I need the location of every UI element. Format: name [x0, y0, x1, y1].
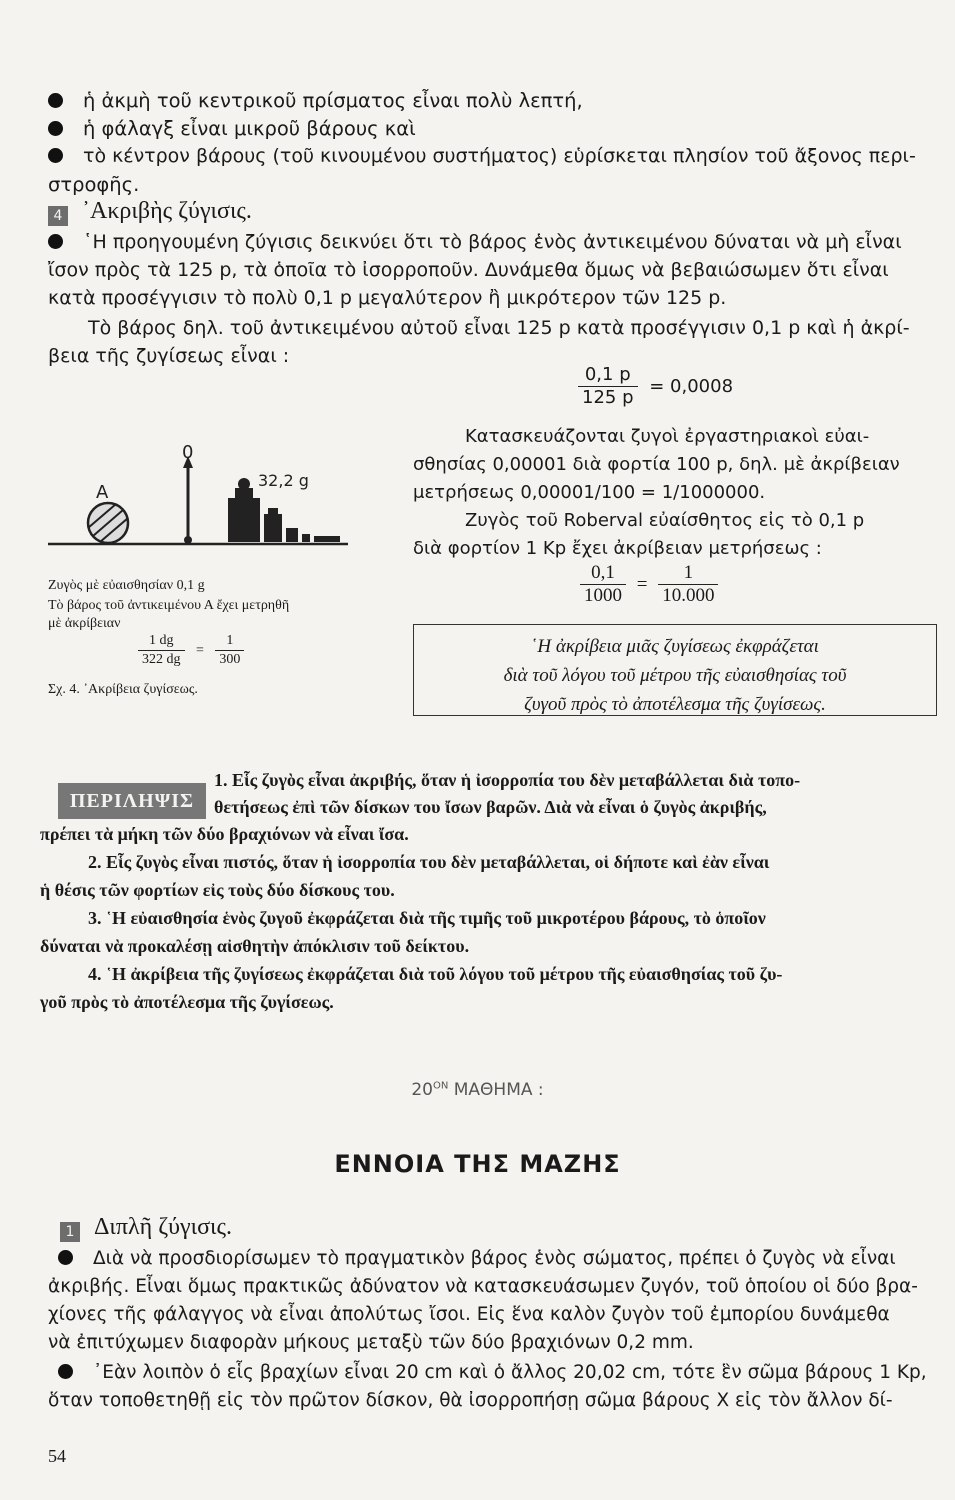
bullet-icon [58, 1250, 73, 1265]
bullet-icon [48, 148, 63, 163]
section-title: Διπλῆ ζύγισις. [94, 1214, 232, 1240]
section-heading [60, 1214, 232, 1242]
paragraph-line: ὅταν τοποθετηθῇ εἰς τὸν πρῶτον δίσκον, θὰ ἰσορροπήσῃ σῶμα βάρους Χ εἰς τὸν ἄλλον δί- [48, 1390, 893, 1411]
summary-line: γοῦ πρὸς τὸ ἀποτέλεσμα τῆς ζυγίσεως. [40, 992, 334, 1012]
weight-block [228, 498, 260, 542]
fraction: $\frac{1}{300}$ [215, 632, 244, 669]
bullet-icon [48, 121, 63, 136]
paragraph-line: χίονες τῆς φάλαγγος νὰ εἶναι ἀπολύτως ἴσοι. Εἰς ἕνα καλὸν ζυγὸν τοῦ ἐμπορίου δυνάμεθα [48, 1304, 890, 1325]
label-zero: 0 [182, 442, 194, 463]
summary-line: πρέπει τὰ μήκη τῶν δύο βραχιόνων νὰ εἶναι ἴσα. [40, 824, 409, 844]
summary-line: 3. ῾Η εὐαισθησία ἑνὸς ζυγοῦ ἐκφράζεται διὰ τῆς τιμῆς τοῦ μικροτέρου βάρους, τὸ ὁποῖον [88, 908, 766, 928]
summary-line: 2. Εἷς ζυγὸς εἶναι πιστός, ὅταν ἡ ἰσορροπία του δὲν μεταβάλλεται, οἱ δήποτε καὶ ἐὰν εἶναι [88, 852, 770, 872]
balance-figure [48, 440, 368, 570]
paragraph-line: βεια τῆς ζυγίσεως εἶναι : [48, 345, 290, 367]
summary-line: 1. Εἷς ζυγὸς εἶναι ἀκριβής, ὅταν ἡ ἰσορροπία του δὲν μεταβάλλεται διὰ τοπο- [214, 770, 801, 790]
summary-line: ἡ θέσις τῶν φορτίων εἰς τοὺς δύο δίσκους του. [40, 880, 395, 900]
summary-line: θετήσεως ἐπὶ τῶν δίσκων του ἴσων βαρῶν. Διὰ νὰ εἶναι ὁ ζυγὸς ἀκριβής, [214, 797, 767, 817]
paragraph-line: ῾Η προηγουμένη ζύγισις δεικνύει ὅτι τὸ βάρος ἑνὸς ἀντικειμένου δύναται νὰ μὴ εἶναι [48, 228, 902, 257]
fraction: $\frac{0,1}{1000}$ [580, 562, 626, 607]
equation-precision: $\frac{0,1 p}{125 p}$ = 0,0008 [578, 364, 733, 409]
paragraph-line: ἴσον πρὸς τὰ 125 p, τὰ ὁποῖα τὸ ἰσορροποῦν. Δυνάμεθα ὅμως νὰ βεβαιώσωμεν ὅτι εἶναι [48, 259, 889, 281]
summary-badge: ΠΕΡΙΛΗΨΙΣ [58, 783, 206, 819]
bullet-icon [48, 234, 63, 249]
paragraph-line: Διὰ νὰ προσδιορίσωμεν τὸ πραγματικὸν βάρος ἑνὸς σώματος, πρέπει ὁ ζυγὸς νὰ εἶναι [58, 1244, 896, 1273]
summary-line: 4. ῾Η ἀκρίβεια τῆς ζυγίσεως ἐκφράζεται διὰ τοῦ λόγου τοῦ μέτρου τῆς εὐαισθησίας τοῦ ζυ- [88, 964, 783, 984]
paragraph-line: Ζυγὸς τοῦ Roberval εὐαίσθητος εἰς τὸ 0,1 p [465, 510, 865, 531]
caption-fraction: $\frac{1 dg}{322 dg}$ = $\frac{1}{300}$ [138, 632, 244, 669]
bullet-item: ἡ φάλαγξ εἶναι μικροῦ βάρους καὶ [48, 114, 416, 143]
paragraph-line: Κατασκευάζονται ζυγοὶ ἐργαστηριακοὶ εὐαι- [465, 426, 870, 447]
paragraph-line: διὰ φορτίον 1 Kp ἔχει ἀκρίβειαν μετρήσεως : [413, 538, 822, 559]
fraction: $\frac{1 dg}{322 dg}$ [138, 632, 185, 669]
bullet-icon [48, 93, 63, 108]
figure-caption-line: μὲ ἀκρίβειαν [48, 616, 121, 631]
figure-caption-title: Σχ. 4. ᾿Ακρίβεια ζυγίσεως. [48, 682, 198, 697]
section-number: 4 [48, 206, 68, 226]
bullet-continuation: στροφῆς. [48, 173, 140, 196]
bullet-icon [58, 1364, 73, 1379]
equation-roberval: $\frac{0,1}{1000}$ = $\frac{1}{10.000}$ [580, 562, 718, 607]
section-number: 1 [60, 1222, 80, 1242]
fraction: $\frac{1}{10.000}$ [658, 562, 718, 607]
paragraph-line: νὰ ἐπιτύχωμεν διαφορὰν μήκους μεταξὺ τῶν δύο βραχιόνων 0,2 mm. [48, 1332, 694, 1353]
chapter-title: ΕΝΝΟΙΑ ΤΗΣ ΜΑΖΗΣ [334, 1150, 621, 1178]
bullet-item: ἡ ἀκμὴ τοῦ κεντρικοῦ πρίσματος εἶναι πολὺ λεπτή, [48, 86, 583, 115]
page-number: 54 [48, 1446, 66, 1466]
section-title: ᾿Ακριβὴς ζύγισις. [82, 198, 252, 224]
bullet-item: τὸ κέντρον βάρους (τοῦ κινουμένου συστήματος) εὑρίσκεται πλησίον τοῦ ἄξονος περι- [48, 142, 916, 171]
paragraph-line: Τὸ βάρος δηλ. τοῦ ἀντικειμένου αὐτοῦ εἶναι 125 p κατὰ προσέγγισιν 0,1 p καὶ ἡ ἀκρί- [88, 317, 910, 339]
section-heading [48, 198, 252, 226]
paragraph-line: μετρήσεως 0,00001/100 = 1/1000000. [413, 482, 766, 503]
paragraph-line: σθησίας 0,00001 διὰ φορτία 100 p, δηλ. μὲ ἀκρίβειαν [413, 454, 900, 475]
lesson-label: $20^{ON}$ ΜΑΘΗΜΑ : [411, 1080, 544, 1100]
summary-line: δύναται νὰ προκαλέσῃ αἰσθητὴν ἀπόκλισιν τοῦ δείκτου. [40, 936, 470, 956]
paragraph-line: κατὰ προσέγγισιν τὸ πολὺ 0,1 p μεγαλύτερον ἢ μικρότερον τῶν 125 p. [48, 287, 727, 309]
label-a: A [96, 482, 109, 503]
paragraph-line: ἀκριβής. Εἶναι ὅμως πρακτικῶς ἀδύνατον νὰ κατασκευάσωμεν ζυγόν, τοῦ ὁποίου οἱ δύο βρα- [48, 1276, 918, 1297]
paragraph-line: ᾿Εὰν λοιπὸν ὁ εἷς βραχίων εἶναι 20 cm καὶ ὁ ἄλλος 20,02 cm, τότε ἓν σῶμα βάρους 1 Kp, [58, 1358, 927, 1387]
weight-label: 32,2 g [258, 471, 309, 490]
fraction: $\frac{0,1 p}{125 p}$ [578, 364, 638, 409]
figure-caption-line: Ζυγὸς μὲ εὐαισθησίαν 0,1 g [48, 578, 205, 593]
definition-box: ῾Η ἀκρίβεια μιᾶς ζυγίσεως ἐκφράζεται διὰ τοῦ λόγου τοῦ μέτρου τῆς εὐαισθησίας τοῦ ζυγοῦ πρὸς τὸ ἀποτέλεσμα τῆς ζυγίσεως. [413, 624, 937, 716]
figure-caption-line: Τὸ βάρος τοῦ ἀντικειμένου Α ἔχει μετρηθῆ [48, 598, 290, 613]
